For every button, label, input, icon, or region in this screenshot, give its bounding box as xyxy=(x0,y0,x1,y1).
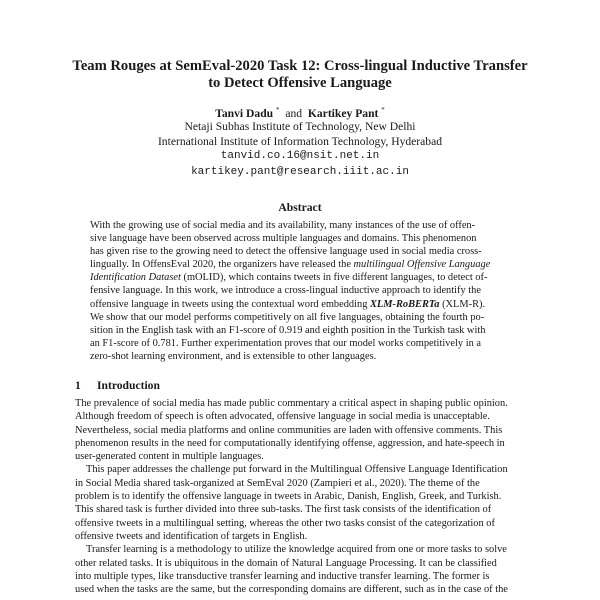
body-line: offensive tweets and identification of targets in English. xyxy=(75,530,308,542)
body-line: into multiple types, like transductive transfer learning and inductive transfer learning. The former is xyxy=(75,570,490,582)
section-heading xyxy=(75,379,160,392)
body-line: This shared task is further divided into three sub-tasks. The first task consists of the identification of xyxy=(75,504,492,516)
author-2-mark: * xyxy=(381,106,385,114)
abstract-line: With the growing use of social media and its availability, many instances of the use of offen- xyxy=(90,220,476,231)
email-1[interactable]: tanvid.co.16@nsit.net.in xyxy=(220,150,380,162)
body-line: other related tasks. It is ubiquitous in the domain of Natural Language Processing. It can be classified xyxy=(75,557,497,569)
model-name: XLM-RoBERTa xyxy=(370,298,440,310)
author-1-mark: * xyxy=(276,106,280,114)
email-2[interactable]: kartikey.pant@research.iiit.ac.in xyxy=(191,166,409,178)
body-line: This paper addresses the challenge put forward in the Multilingual Offensive Language Identification xyxy=(86,464,508,476)
abstract-line: sition in the English task with an F1-score of 0.919 and eighth position in the Turkish task with xyxy=(90,324,486,336)
body-line: The prevalence of social media has made public commentary a critical aspect in shaping public opinion. xyxy=(75,398,508,409)
body-line: Nevertheless, social media platforms and online communities are laden with offensive comments. This xyxy=(75,424,503,436)
section-body xyxy=(75,397,526,596)
abstract-heading: Abstract xyxy=(278,201,322,214)
title-line-2: to Detect Offensive Language xyxy=(208,75,392,91)
body-line: in Social Media shared task-organized at SemEval 2020 (Zampieri et al., 2020). The theme of the xyxy=(75,477,480,489)
author-connector: and xyxy=(285,106,303,120)
body-line: problem is to identify the offensive language in tweets in Arabic, Danish, English, Greek, and Turkish. xyxy=(75,491,502,503)
author-2: Kartikey Pant xyxy=(307,106,379,120)
abstract-line: sive language have been observed across multiple languages and domains. This phenomenon xyxy=(90,233,477,245)
paper-title xyxy=(40,58,560,92)
body-line: Although freedom of speech is often advocated, offensive language in social media is unacceptable. xyxy=(75,411,490,423)
abstract-body xyxy=(90,219,510,363)
abstract-line: offensive language in tweets using the contextual word embedding XLM-RoBERTa (XLM-R). xyxy=(90,298,486,310)
author-1: Tanvi Dadu xyxy=(215,106,274,120)
abstract-line: Identification Dataset (mOLID), which contains tweets in five different languages, to detect of- xyxy=(90,272,488,284)
abstract-line: fensive language. In this work, we introduce a cross-lingual inductive approach to identify the xyxy=(90,285,481,297)
body-line: Transfer learning is a methodology to utilize the knowledge acquired from one or more tasks to solve xyxy=(86,544,507,556)
title-line-1: Team Rouges at SemEval-2020 Task 12: Cross-lingual Inductive Transfer xyxy=(72,58,528,74)
abstract-line: has given rise to the growing need to detect the offensive language used in social media cross- xyxy=(90,246,482,258)
abstract-line: an F1-score of 0.781. Further experimentation proves that our model works competitively in a xyxy=(90,337,481,349)
section-number: 1 xyxy=(75,379,81,392)
affiliation-1: Netaji Subhas Institute of Technology, New Delhi xyxy=(184,120,416,133)
body-line: offensive tweets in a multilingual setting, whereas the other two tasks consist of the categorization of xyxy=(75,517,495,529)
body-line: user-generated content in multiple languages. xyxy=(75,451,264,463)
dataset-name-italic: multilingual Offensive Language xyxy=(353,259,491,271)
section-title: Introduction xyxy=(97,379,160,392)
abstract-line: lingually. In OffensEval 2020, the organizers have released the multilingual Offensive Language xyxy=(90,259,491,271)
body-line: used when the tasks are the same, but the corresponding domains are different, such as in the case of the xyxy=(75,584,508,596)
affiliation-2: International Institute of Information Technology, Hyderabad xyxy=(157,135,443,148)
body-line: phenomenon results in the need for computationally identifying offense, aggression, and hate-speech in xyxy=(75,437,505,449)
abstract-line: We show that our model performs competitively on all five languages, obtaining the fourth po- xyxy=(90,311,485,323)
abstract-line: zero-shot learning environment, and is extensible to other languages. xyxy=(90,350,377,362)
dataset-name-italic-cont: Identification Dataset xyxy=(90,272,181,284)
